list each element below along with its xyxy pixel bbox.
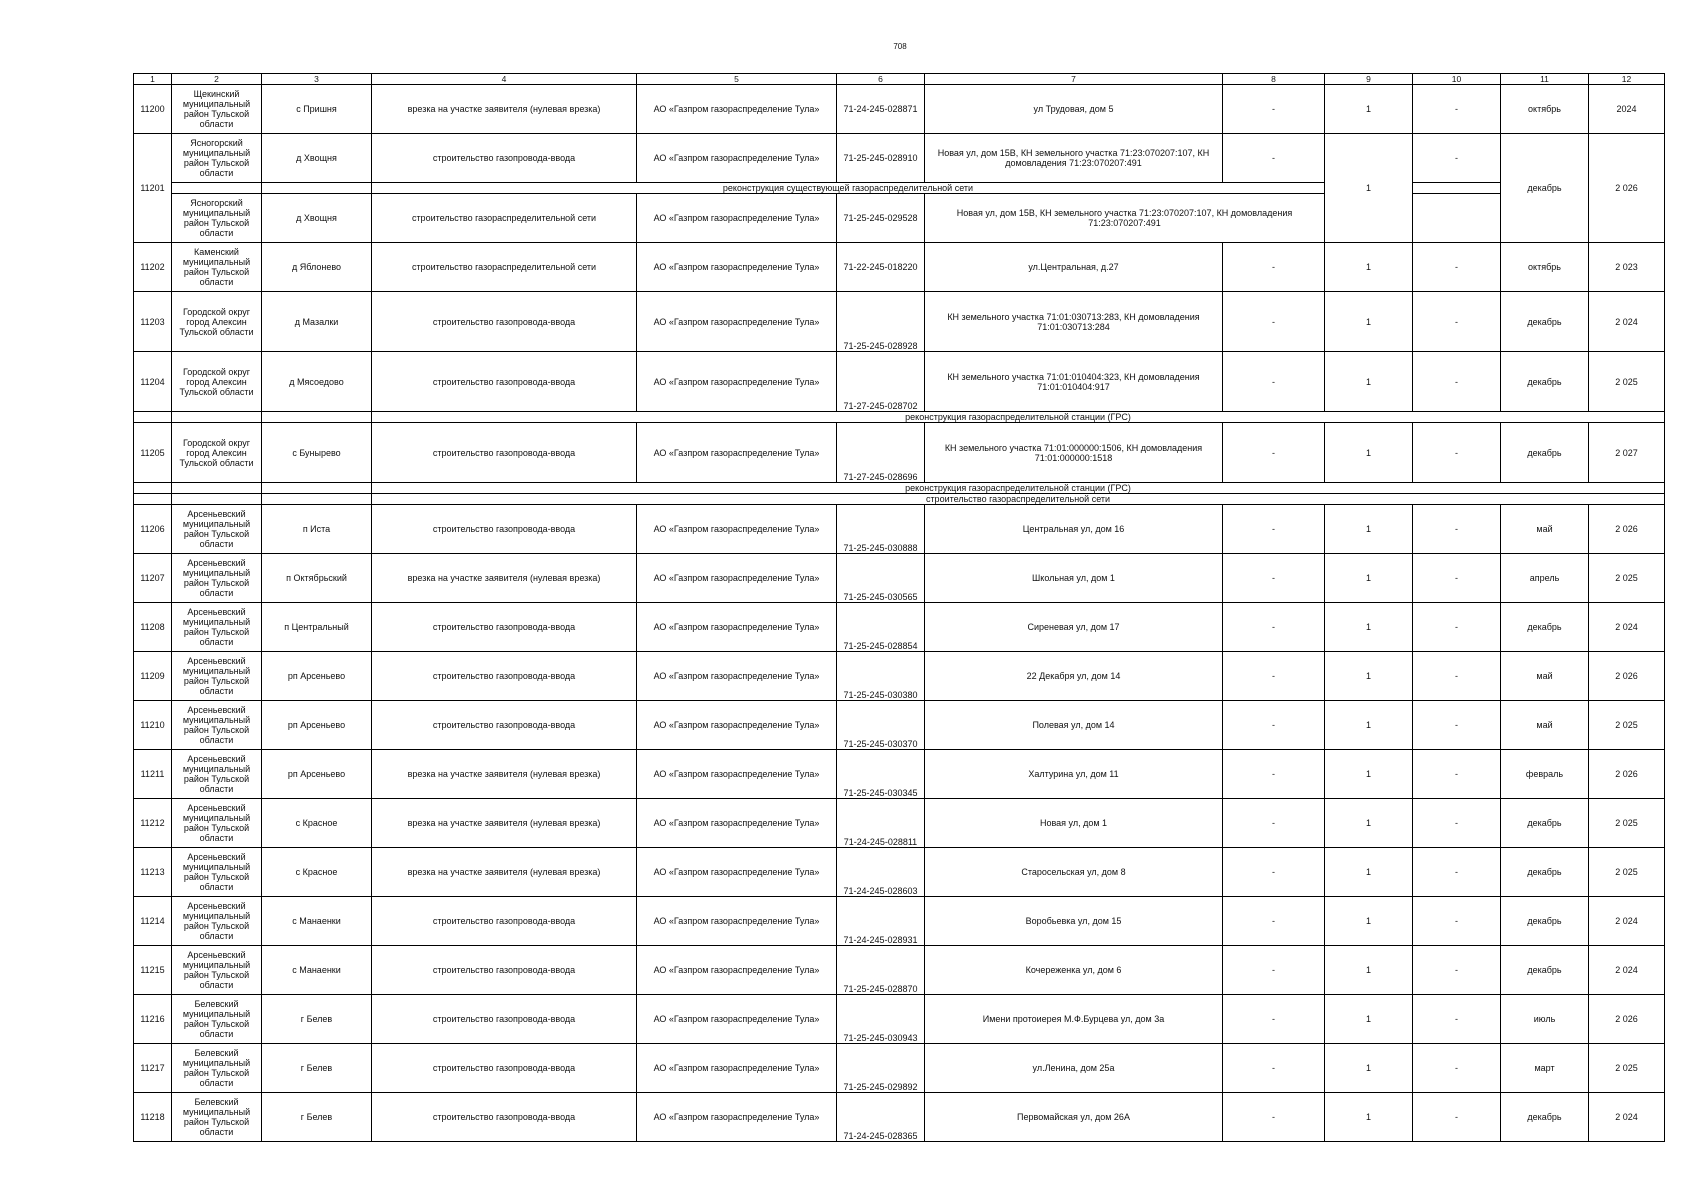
col9-cell: 1: [1325, 750, 1413, 799]
year-cell: 2 026: [1589, 652, 1665, 701]
operator-cell: АО «Газпром газораспределение Тула»: [637, 352, 837, 412]
col8-cell: -: [1223, 946, 1325, 995]
operator-cell: АО «Газпром газораспределение Тула»: [637, 897, 837, 946]
year-cell: 2 024: [1589, 946, 1665, 995]
table-row: [134, 423, 1665, 483]
col10-cell: -: [1413, 946, 1501, 995]
row-number: 11205: [134, 423, 172, 483]
column-header: 5: [637, 74, 837, 85]
col9-cell: 1: [1325, 848, 1413, 897]
cadastral-cell: 71-25-245-030380: [837, 652, 925, 701]
col8-cell: -: [1223, 423, 1325, 483]
col8-cell: -: [1223, 603, 1325, 652]
month-cell: апрель: [1501, 554, 1589, 603]
address-cell: КН земельного участка 71:01:000000:1506, КН домовладения 71:01:000000:1518: [925, 423, 1223, 483]
address-cell: Новая ул, дом 15В, КН земельного участка 71:23:070207:107, КН домовладения 71:23:070207:491: [925, 134, 1223, 183]
district-cell: Каменский муниципальный район Тульской области: [172, 243, 262, 292]
col8-cell: -: [1223, 897, 1325, 946]
col8-cell: -: [1223, 848, 1325, 897]
cadastral-cell: 71-25-245-028910: [837, 134, 925, 183]
row-number: 11217: [134, 1044, 172, 1093]
year-cell: 2 026: [1589, 134, 1665, 243]
column-header: 1: [134, 74, 172, 85]
col9-cell: 1: [1325, 652, 1413, 701]
locality-cell: д Мазалки: [262, 292, 372, 352]
operator-cell: АО «Газпром газораспределение Тула»: [637, 799, 837, 848]
row-number: 11211: [134, 750, 172, 799]
address-cell: ул.Ленина, дом 25а: [925, 1044, 1223, 1093]
address-cell: Кочереженка ул, дом 6: [925, 946, 1223, 995]
district-cell: Арсеньевский муниципальный район Тульской области: [172, 848, 262, 897]
col9-cell: 1: [1325, 603, 1413, 652]
month-cell: май: [1501, 701, 1589, 750]
year-cell: 2 026: [1589, 505, 1665, 554]
col10-cell: -: [1413, 701, 1501, 750]
table-row: [134, 554, 1665, 603]
col10-cell: -: [1413, 352, 1501, 412]
cadastral-cell: 71-25-245-028854: [837, 603, 925, 652]
month-cell: декабрь: [1501, 946, 1589, 995]
work-type-cell: строительство газопровода-ввода: [372, 292, 637, 352]
cadastral-cell: 71-24-245-028931: [837, 897, 925, 946]
table-row: [134, 243, 1665, 292]
col9-cell: 1: [1325, 946, 1413, 995]
work-type-cell: строительство газопровода-ввода: [372, 652, 637, 701]
row-number: 11213: [134, 848, 172, 897]
col10-cell: -: [1413, 423, 1501, 483]
table-row: [134, 1093, 1665, 1142]
row-number: 11209: [134, 652, 172, 701]
district-cell: Ясногорский муниципальный район Тульской области: [172, 134, 262, 183]
table-row: [134, 134, 1665, 183]
column-header: 10: [1413, 74, 1501, 85]
table-row: [134, 603, 1665, 652]
operator-cell: АО «Газпром газораспределение Тула»: [637, 848, 837, 897]
operator-cell: АО «Газпром газораспределение Тула»: [637, 1044, 837, 1093]
month-cell: декабрь: [1501, 423, 1589, 483]
col8-cell: -: [1223, 243, 1325, 292]
locality-cell: с Манаенки: [262, 946, 372, 995]
col10-cell: -: [1413, 505, 1501, 554]
col8-cell: -: [1223, 1044, 1325, 1093]
year-cell: 2 024: [1589, 1093, 1665, 1142]
row-number: 11200: [134, 85, 172, 134]
address-cell: Первомайская ул, дом 26А: [925, 1093, 1223, 1142]
col10-cell: -: [1413, 1093, 1501, 1142]
col8-cell: -: [1223, 85, 1325, 134]
year-cell: 2 026: [1589, 995, 1665, 1044]
col9-cell: 1: [1325, 85, 1413, 134]
locality-cell: д Хвощня: [262, 194, 372, 243]
address-cell: Новая ул, дом 1: [925, 799, 1223, 848]
work-type-cell: строительство газораспределительной сети: [372, 243, 637, 292]
row-number: 11207: [134, 554, 172, 603]
col10-cell: -: [1413, 897, 1501, 946]
month-cell: октябрь: [1501, 243, 1589, 292]
row-number: 11206: [134, 505, 172, 554]
month-cell: декабрь: [1501, 292, 1589, 352]
locality-cell: п Центральный: [262, 603, 372, 652]
year-cell: 2 027: [1589, 423, 1665, 483]
address-cell: Старосельская ул, дом 8: [925, 848, 1223, 897]
year-cell: 2 025: [1589, 799, 1665, 848]
section-band-row: [134, 494, 1665, 505]
work-type-cell: врезка на участке заявителя (нулевая врезка): [372, 85, 637, 134]
column-header: 3: [262, 74, 372, 85]
year-cell: 2 025: [1589, 1044, 1665, 1093]
col9-cell: 1: [1325, 134, 1413, 243]
year-cell: 2 026: [1589, 750, 1665, 799]
address-cell: КН земельного участка 71:01:030713:283, КН домовладения 71:01:030713:284: [925, 292, 1223, 352]
district-cell: Городской округ город Алексин Тульской области: [172, 423, 262, 483]
district-cell: Щекинский муниципальный район Тульской области: [172, 85, 262, 134]
col8-cell: -: [1223, 134, 1325, 183]
month-cell: декабрь: [1501, 848, 1589, 897]
operator-cell: АО «Газпром газораспределение Тула»: [637, 423, 837, 483]
cadastral-cell: 71-25-245-030888: [837, 505, 925, 554]
program-table-sheet: [133, 73, 1664, 1142]
section-band-label: реконструкция существующей газораспределительной сети: [372, 183, 1325, 194]
district-cell: Ясногорский муниципальный район Тульской области: [172, 194, 262, 243]
program-table: [133, 73, 1665, 1142]
cadastral-cell: 71-25-245-029892: [837, 1044, 925, 1093]
operator-cell: АО «Газпром газораспределение Тула»: [637, 292, 837, 352]
column-header: 11: [1501, 74, 1589, 85]
col8-cell: -: [1223, 292, 1325, 352]
year-cell: 2 024: [1589, 292, 1665, 352]
work-type-cell: строительство газопровода-ввода: [372, 897, 637, 946]
column-header: 2: [172, 74, 262, 85]
district-cell: Арсеньевский муниципальный район Тульской области: [172, 701, 262, 750]
year-cell: 2024: [1589, 85, 1665, 134]
district-cell: Белевский муниципальный район Тульской области: [172, 1044, 262, 1093]
column-header: 8: [1223, 74, 1325, 85]
month-cell: май: [1501, 505, 1589, 554]
col8-cell: -: [1223, 1093, 1325, 1142]
row-number: 11216: [134, 995, 172, 1044]
work-type-cell: строительство газопровода-ввода: [372, 1093, 637, 1142]
locality-cell: с Красное: [262, 799, 372, 848]
month-cell: декабрь: [1501, 799, 1589, 848]
cadastral-cell: 71-24-245-028603: [837, 848, 925, 897]
table-row: [134, 750, 1665, 799]
table-row: [134, 995, 1665, 1044]
year-cell: 2 025: [1589, 554, 1665, 603]
column-header: 7: [925, 74, 1223, 85]
month-cell: май: [1501, 652, 1589, 701]
cadastral-cell: 71-25-245-030345: [837, 750, 925, 799]
section-band-label: реконструкция газораспределительной станции (ГРС): [372, 412, 1665, 423]
operator-cell: АО «Газпром газораспределение Тула»: [637, 652, 837, 701]
operator-cell: АО «Газпром газораспределение Тула»: [637, 750, 837, 799]
cadastral-cell: 71-27-245-028696: [837, 423, 925, 483]
section-band-row: [134, 183, 1665, 194]
operator-cell: АО «Газпром газораспределение Тула»: [637, 1093, 837, 1142]
section-band-row: [134, 483, 1665, 494]
col10-cell: -: [1413, 652, 1501, 701]
table-row: [134, 505, 1665, 554]
col10-cell: -: [1413, 1044, 1501, 1093]
col8-cell: -: [1223, 554, 1325, 603]
table-row: [134, 897, 1665, 946]
month-cell: июль: [1501, 995, 1589, 1044]
month-cell: октябрь: [1501, 85, 1589, 134]
col9-cell: 1: [1325, 423, 1413, 483]
locality-cell: с Бунырево: [262, 423, 372, 483]
district-cell: Арсеньевский муниципальный район Тульской области: [172, 897, 262, 946]
work-type-cell: врезка на участке заявителя (нулевая врезка): [372, 750, 637, 799]
work-type-cell: врезка на участке заявителя (нулевая врезка): [372, 848, 637, 897]
col9-cell: 1: [1325, 799, 1413, 848]
col9-cell: 1: [1325, 1093, 1413, 1142]
operator-cell: АО «Газпром газораспределение Тула»: [637, 554, 837, 603]
cadastral-cell: 71-27-245-028702: [837, 352, 925, 412]
month-cell: март: [1501, 1044, 1589, 1093]
section-band-label: строительство газораспределительной сети: [372, 494, 1665, 505]
col9-cell: 1: [1325, 554, 1413, 603]
locality-cell: д Яблонево: [262, 243, 372, 292]
district-cell: Арсеньевский муниципальный район Тульской области: [172, 799, 262, 848]
col9-cell: 1: [1325, 701, 1413, 750]
district-cell: Арсеньевский муниципальный район Тульской области: [172, 652, 262, 701]
address-cell: ул.Центральная, д.27: [925, 243, 1223, 292]
row-number: 11214: [134, 897, 172, 946]
row-number: 11212: [134, 799, 172, 848]
col8-cell: -: [1223, 995, 1325, 1044]
col10-cell: -: [1413, 554, 1501, 603]
cadastral-cell: 71-25-245-028928: [837, 292, 925, 352]
col10-cell: -: [1413, 995, 1501, 1044]
col10-cell: -: [1413, 85, 1501, 134]
month-cell: февраль: [1501, 750, 1589, 799]
operator-cell: АО «Газпром газораспределение Тула»: [637, 194, 837, 243]
year-cell: 2 023: [1589, 243, 1665, 292]
month-cell: декабрь: [1501, 1093, 1589, 1142]
address-cell: Полевая ул, дом 14: [925, 701, 1223, 750]
cadastral-cell: 71-22-245-018220: [837, 243, 925, 292]
locality-cell: рп Арсеньево: [262, 652, 372, 701]
column-header: 4: [372, 74, 637, 85]
table-row: [134, 1044, 1665, 1093]
locality-cell: п Октябрьский: [262, 554, 372, 603]
column-number-row: [134, 74, 1665, 85]
col10-cell: -: [1413, 134, 1501, 183]
work-type-cell: строительство газопровода-ввода: [372, 1044, 637, 1093]
cadastral-cell: 71-24-245-028871: [837, 85, 925, 134]
work-type-cell: строительство газораспределительной сети: [372, 194, 637, 243]
col9-cell: 1: [1325, 897, 1413, 946]
table-row: [134, 652, 1665, 701]
year-cell: 2 025: [1589, 701, 1665, 750]
section-band-label: реконструкция газораспределительной станции (ГРС): [372, 483, 1665, 494]
district-cell: Городской округ город Алексин Тульской области: [172, 352, 262, 412]
row-number: 11202: [134, 243, 172, 292]
work-type-cell: строительство газопровода-ввода: [372, 423, 637, 483]
work-type-cell: строительство газопровода-ввода: [372, 995, 637, 1044]
work-type-cell: строительство газопровода-ввода: [372, 701, 637, 750]
col8-cell: -: [1223, 799, 1325, 848]
col10-cell: -: [1413, 603, 1501, 652]
operator-cell: АО «Газпром газораспределение Тула»: [637, 85, 837, 134]
locality-cell: п Иста: [262, 505, 372, 554]
col8-cell: -: [1223, 750, 1325, 799]
col9-cell: 1: [1325, 505, 1413, 554]
year-cell: 2 024: [1589, 603, 1665, 652]
operator-cell: АО «Газпром газораспределение Тула»: [637, 701, 837, 750]
operator-cell: АО «Газпром газораспределение Тула»: [637, 505, 837, 554]
operator-cell: АО «Газпром газораспределение Тула»: [637, 603, 837, 652]
col10-cell: -: [1413, 243, 1501, 292]
work-type-cell: врезка на участке заявителя (нулевая врезка): [372, 554, 637, 603]
address-cell: Халтурина ул, дом 11: [925, 750, 1223, 799]
work-type-cell: строительство газопровода-ввода: [372, 134, 637, 183]
table-row: [134, 194, 1665, 243]
address-cell: Сиреневая ул, дом 17: [925, 603, 1223, 652]
section-band-row: [134, 412, 1665, 423]
table-row: [134, 352, 1665, 412]
address-cell: Школьная ул, дом 1: [925, 554, 1223, 603]
district-cell: Арсеньевский муниципальный район Тульской области: [172, 505, 262, 554]
table-row: [134, 799, 1665, 848]
table-row: [134, 848, 1665, 897]
cadastral-cell: 71-25-245-028870: [837, 946, 925, 995]
locality-cell: с Красное: [262, 848, 372, 897]
cadastral-cell: 71-24-245-028365: [837, 1093, 925, 1142]
work-type-cell: строительство газопровода-ввода: [372, 946, 637, 995]
address-cell: Новая ул, дом 15В, КН земельного участка 71:23:070207:107, КН домовладения 71:23:070207:491: [925, 194, 1325, 243]
month-cell: декабрь: [1501, 134, 1589, 243]
month-cell: декабрь: [1501, 603, 1589, 652]
col9-cell: 1: [1325, 243, 1413, 292]
row-number: 11218: [134, 1093, 172, 1142]
cadastral-cell: 71-25-245-030370: [837, 701, 925, 750]
year-cell: 2 025: [1589, 848, 1665, 897]
row-number: 11201: [134, 134, 172, 243]
col9-cell: 1: [1325, 995, 1413, 1044]
cadastral-cell: 71-25-245-030565: [837, 554, 925, 603]
district-cell: Белевский муниципальный район Тульской области: [172, 1093, 262, 1142]
district-cell: Белевский муниципальный район Тульской области: [172, 995, 262, 1044]
table-row: [134, 946, 1665, 995]
locality-cell: г Белев: [262, 1093, 372, 1142]
operator-cell: АО «Газпром газораспределение Тула»: [637, 946, 837, 995]
table-row: [134, 292, 1665, 352]
page-number: 708: [893, 42, 907, 51]
work-type-cell: врезка на участке заявителя (нулевая врезка): [372, 799, 637, 848]
cadastral-cell: 71-24-245-028811: [837, 799, 925, 848]
year-cell: 2 025: [1589, 352, 1665, 412]
district-cell: Арсеньевский муниципальный район Тульской области: [172, 750, 262, 799]
address-cell: КН земельного участка 71:01:010404:323, КН домовладения 71:01:010404:917: [925, 352, 1223, 412]
col10-cell: -: [1413, 750, 1501, 799]
operator-cell: АО «Газпром газораспределение Тула»: [637, 243, 837, 292]
district-cell: Арсеньевский муниципальный район Тульской области: [172, 554, 262, 603]
col8-cell: -: [1223, 505, 1325, 554]
cadastral-cell: 71-25-245-030943: [837, 995, 925, 1044]
col9-cell: 1: [1325, 1044, 1413, 1093]
district-cell: Арсеньевский муниципальный район Тульской области: [172, 603, 262, 652]
column-header: 6: [837, 74, 925, 85]
row-number: 11210: [134, 701, 172, 750]
locality-cell: с Манаенки: [262, 897, 372, 946]
col9-cell: 1: [1325, 292, 1413, 352]
col8-cell: -: [1223, 352, 1325, 412]
locality-cell: рп Арсеньево: [262, 750, 372, 799]
year-cell: 2 024: [1589, 897, 1665, 946]
row-number: 11208: [134, 603, 172, 652]
address-cell: Воробьевка ул, дом 15: [925, 897, 1223, 946]
operator-cell: АО «Газпром газораспределение Тула»: [637, 134, 837, 183]
locality-cell: рп Арсеньево: [262, 701, 372, 750]
row-number: 11204: [134, 352, 172, 412]
address-cell: Центральная ул, дом 16: [925, 505, 1223, 554]
column-header: 12: [1589, 74, 1665, 85]
address-cell: Имени протоиерея М.Ф.Бурцева ул, дом 3а: [925, 995, 1223, 1044]
work-type-cell: строительство газопровода-ввода: [372, 505, 637, 554]
table-row: [134, 701, 1665, 750]
col8-cell: -: [1223, 652, 1325, 701]
col9-cell: 1: [1325, 352, 1413, 412]
work-type-cell: строительство газопровода-ввода: [372, 352, 637, 412]
col10-cell: -: [1413, 799, 1501, 848]
row-number: 11203: [134, 292, 172, 352]
month-cell: декабрь: [1501, 352, 1589, 412]
cadastral-cell: 71-25-245-029528: [837, 194, 925, 243]
col8-cell: -: [1223, 701, 1325, 750]
locality-cell: д Хвощня: [262, 134, 372, 183]
col10-cell: -: [1413, 848, 1501, 897]
work-type-cell: строительство газопровода-ввода: [372, 603, 637, 652]
operator-cell: АО «Газпром газораспределение Тула»: [637, 995, 837, 1044]
address-cell: ул Трудовая, дом 5: [925, 85, 1223, 134]
month-cell: декабрь: [1501, 897, 1589, 946]
district-cell: Арсеньевский муниципальный район Тульской области: [172, 946, 262, 995]
table-row: [134, 85, 1665, 134]
district-cell: Городской округ город Алексин Тульской области: [172, 292, 262, 352]
locality-cell: д Мясоедово: [262, 352, 372, 412]
locality-cell: г Белев: [262, 995, 372, 1044]
locality-cell: г Белев: [262, 1044, 372, 1093]
col10-cell: -: [1413, 292, 1501, 352]
locality-cell: с Пришня: [262, 85, 372, 134]
row-number: 11215: [134, 946, 172, 995]
column-header: 9: [1325, 74, 1413, 85]
address-cell: 22 Декабря ул, дом 14: [925, 652, 1223, 701]
